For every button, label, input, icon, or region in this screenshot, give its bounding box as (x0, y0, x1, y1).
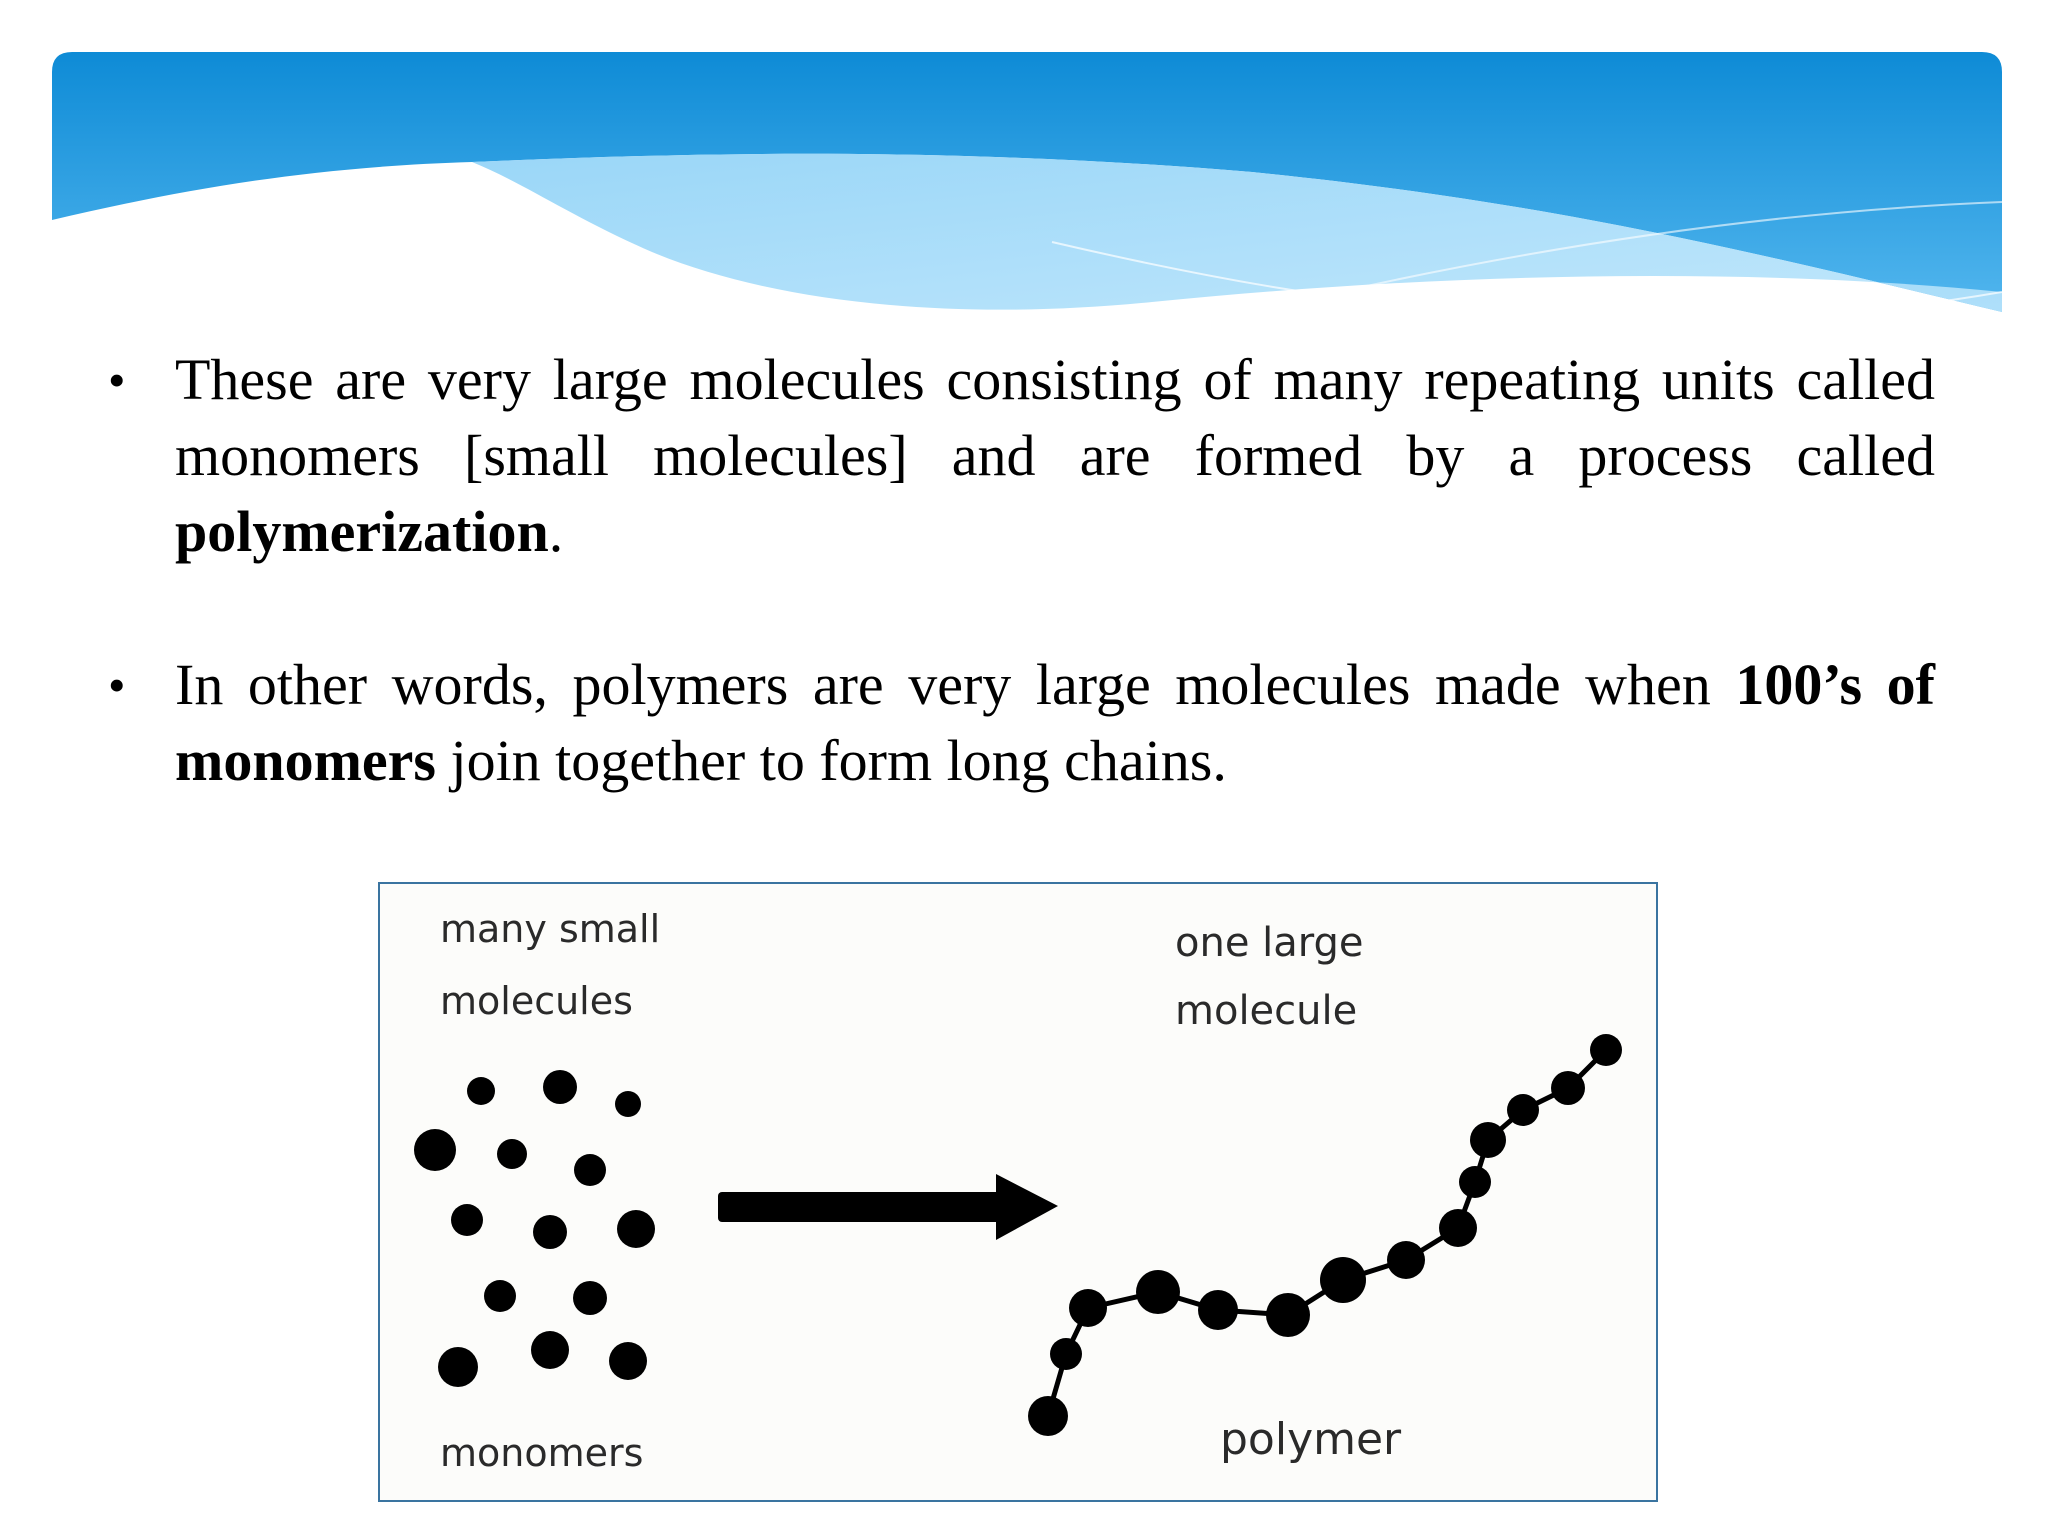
bullet-dot-icon: • (108, 352, 126, 408)
bullet-text: These are very large molecules consisting of many repeating units called monomers [small molecules] and are formed by a process called (175, 347, 1935, 488)
polymer-unit (1590, 1034, 1622, 1066)
bullet-text-end: join together to form long chains. (435, 728, 1227, 793)
monomer-polymer-diagram (378, 882, 1658, 1502)
bullet-list (105, 342, 1935, 799)
polymer-unit (1387, 1241, 1425, 1279)
polymer-unit (1028, 1396, 1068, 1436)
bullet-bold-term: 100’s of monomers (175, 652, 1935, 793)
polymer-unit (1459, 1166, 1491, 1198)
label-polymer: polymer (1220, 1414, 1402, 1465)
monomer-dot (617, 1210, 655, 1248)
bullet-definition (105, 342, 1935, 570)
bullet-other-words (105, 647, 1935, 799)
monomer-dot (533, 1215, 567, 1249)
monomer-dot (451, 1204, 483, 1236)
bullet-text: In other words, polymers are very large molecules made when (175, 652, 1736, 717)
label-monomers: monomers (440, 1431, 644, 1475)
polymer-unit (1136, 1270, 1180, 1314)
polymer-unit (1266, 1293, 1310, 1337)
polymer-unit (1069, 1289, 1107, 1327)
monomer-dot (609, 1342, 647, 1380)
monomer-dot (531, 1331, 569, 1369)
bullet-dot-icon: • (108, 657, 126, 713)
monomer-dot (497, 1139, 527, 1169)
polymer-unit (1050, 1338, 1082, 1370)
monomer-dot (543, 1070, 577, 1104)
label-molecules: molecules (440, 979, 633, 1023)
monomer-dot (484, 1280, 516, 1312)
polymer-unit (1551, 1071, 1585, 1105)
header-wave-banner (52, 52, 2002, 352)
label-molecule: molecule (1175, 988, 1358, 1034)
monomer-dot (438, 1347, 478, 1387)
bullet-bold-term: polymerization (175, 499, 549, 564)
monomer-dot (574, 1154, 606, 1186)
polymer-unit (1198, 1290, 1238, 1330)
label-many-small: many small (440, 907, 661, 951)
polymer-unit (1439, 1209, 1477, 1247)
label-one-large: one large (1175, 920, 1364, 966)
polymer-unit (1320, 1257, 1366, 1303)
monomer-dot (573, 1281, 607, 1315)
bullet-text-end: . (548, 499, 564, 564)
monomer-dot (467, 1077, 495, 1105)
polymer-unit (1470, 1122, 1506, 1158)
monomer-dot (414, 1129, 456, 1171)
polymer-chain (1028, 1034, 1622, 1436)
right-arrow-icon (718, 1174, 1058, 1240)
monomer-dots (414, 1070, 655, 1387)
polymer-unit (1507, 1094, 1539, 1126)
monomer-dot (615, 1091, 641, 1117)
